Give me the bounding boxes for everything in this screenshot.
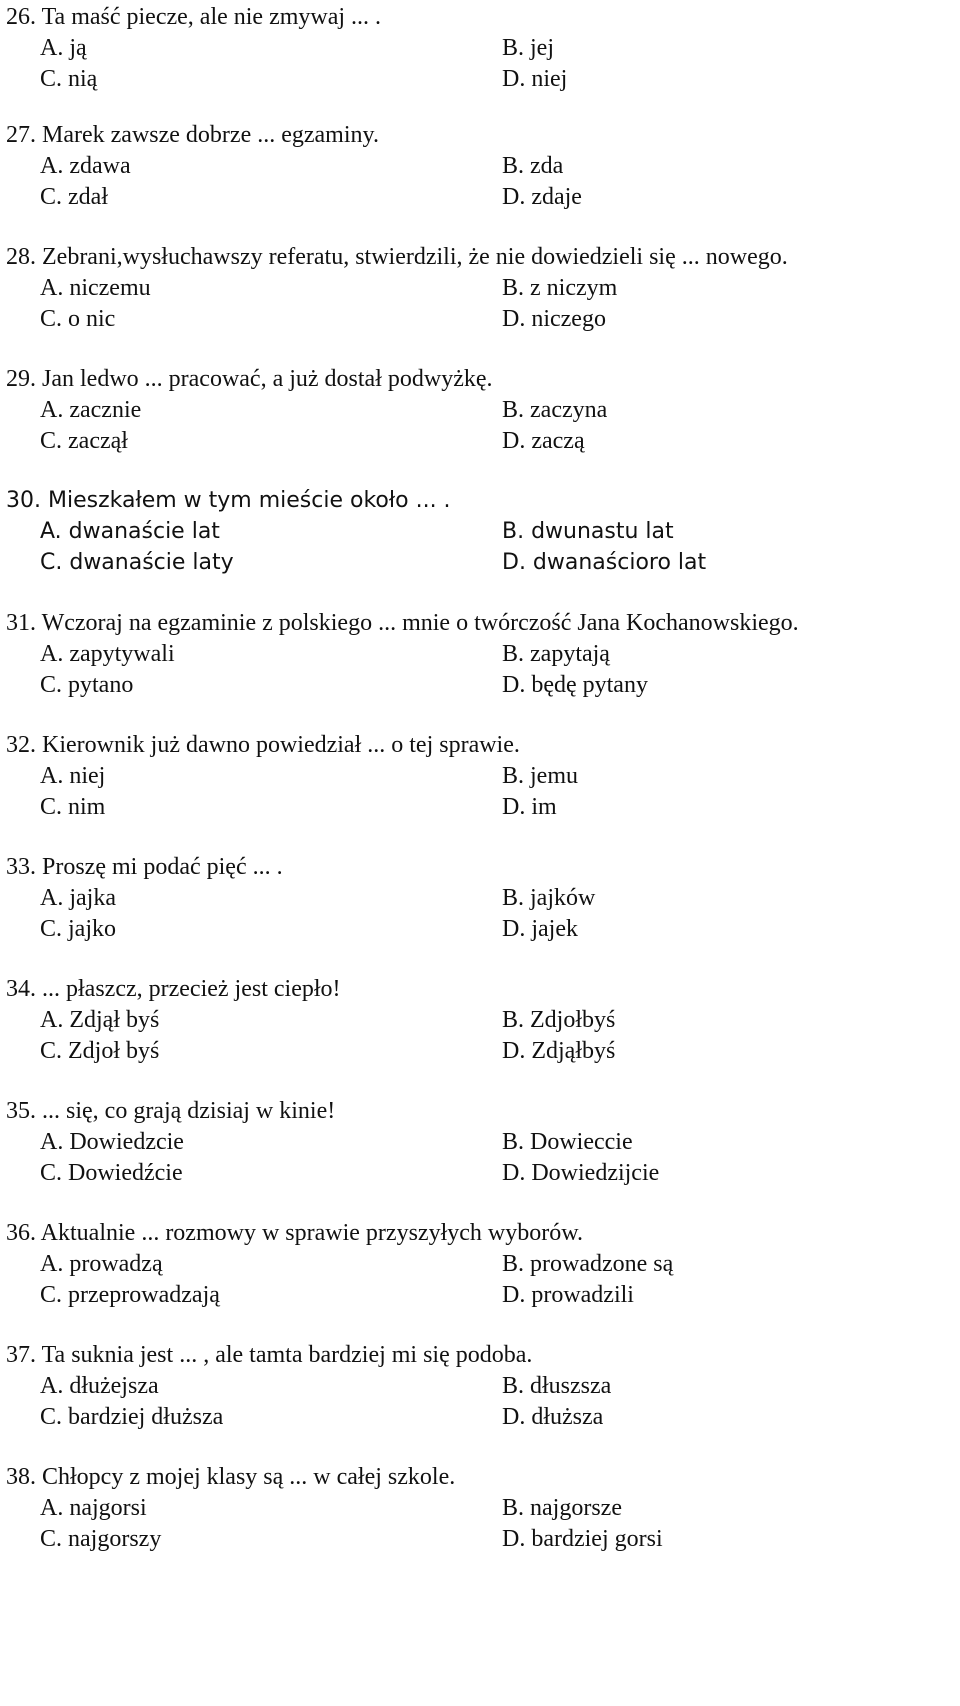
option-a: A. zacznie — [40, 397, 142, 423]
option-c: C. bardziej dłuższa — [40, 1404, 224, 1430]
question-text: 31. Wczoraj na egzaminie z polskiego ... mnie o twórczość Jana Kochanowskiego. — [6, 610, 799, 636]
option-b: B. dwunastu lat — [502, 519, 674, 544]
question-text: 36. Aktualnie ... rozmowy w sprawie przyszyłych wyborów. — [6, 1220, 583, 1246]
question-text: 33. Proszę mi podać pięć ... . — [6, 854, 283, 880]
question-37 — [0, 1340, 960, 1460]
question-text: 27. Marek zawsze dobrze ... egzaminy. — [6, 122, 379, 148]
option-a: A. dwanaście lat — [40, 519, 220, 544]
option-b: B. jajków — [502, 885, 596, 911]
option-d: D. niczego — [502, 306, 606, 332]
option-a: A. Dowiedzcie — [40, 1129, 184, 1155]
option-b: B. z niczym — [502, 275, 618, 301]
question-30 — [0, 486, 960, 606]
question-29 — [0, 364, 960, 484]
option-a: A. ją — [40, 35, 87, 61]
question-text: 29. Jan ledwo ... pracować, a już dostał podwyżkę. — [6, 366, 493, 392]
option-c: C. dwanaście laty — [40, 550, 234, 575]
option-b: B. jemu — [502, 763, 578, 789]
question-text: 30. Mieszkałem w tym mieście około ... . — [6, 488, 451, 513]
option-b: B. zaczyna — [502, 397, 608, 423]
option-d: D. Dowiedzijcie — [502, 1160, 660, 1186]
option-d: D. zdaje — [502, 184, 582, 210]
question-28 — [0, 242, 960, 362]
question-35 — [0, 1096, 960, 1216]
option-c: C. nim — [40, 794, 106, 820]
option-c: C. pytano — [40, 672, 134, 698]
option-b: B. dłuszsza — [502, 1373, 612, 1399]
option-c: C. o nic — [40, 306, 116, 332]
option-d: D. prowadzili — [502, 1282, 634, 1308]
question-26 — [0, 2, 960, 122]
option-b: B. prowadzone są — [502, 1251, 674, 1277]
question-text: 35. ... się, co grają dzisiaj w kinie! — [6, 1098, 336, 1124]
option-a: A. niej — [40, 763, 106, 789]
option-d: D. niej — [502, 66, 568, 92]
option-d: D. im — [502, 794, 557, 820]
option-b: B. Dowieccie — [502, 1129, 633, 1155]
option-d: D. dwanaścioro lat — [502, 550, 707, 575]
option-b: B. jej — [502, 35, 554, 61]
option-c: C. zaczął — [40, 428, 128, 454]
option-b: B. zapytają — [502, 641, 610, 667]
question-text: 26. Ta maść piecze, ale nie zmywaj ... . — [6, 4, 382, 30]
option-d: D. Zdjąłbyś — [502, 1038, 616, 1064]
option-c: C. Dowiedźcie — [40, 1160, 183, 1186]
option-d: D. będę pytany — [502, 672, 648, 698]
question-34 — [0, 974, 960, 1094]
option-a: A. najgorsi — [40, 1495, 147, 1521]
option-a: A. jajka — [40, 885, 116, 911]
option-b: B. Zdjołbyś — [502, 1007, 616, 1033]
option-b: B. zda — [502, 153, 564, 179]
option-c: C. Zdjoł byś — [40, 1038, 160, 1064]
option-c: C. zdał — [40, 184, 108, 210]
option-c: C. przeprowadzają — [40, 1282, 220, 1308]
option-c: C. jajko — [40, 916, 116, 942]
option-d: D. bardziej gorsi — [502, 1526, 663, 1552]
option-b: B. najgorsze — [502, 1495, 622, 1521]
option-d: D. jajek — [502, 916, 578, 942]
question-32 — [0, 730, 960, 850]
option-d: D. zaczą — [502, 428, 585, 454]
question-text: 32. Kierownik już dawno powiedział ... o tej sprawie. — [6, 732, 520, 758]
question-33 — [0, 852, 960, 972]
question-38 — [0, 1462, 960, 1582]
option-d: D. dłuższa — [502, 1404, 604, 1430]
option-a: A. niczemu — [40, 275, 151, 301]
question-text: 38. Chłopcy z mojej klasy są ... w całej szkole. — [6, 1464, 456, 1490]
question-text: 34. ... płaszcz, przecież jest ciepło! — [6, 976, 341, 1002]
option-c: C. nią — [40, 66, 98, 92]
question-27 — [0, 120, 960, 240]
option-a: A. zdawa — [40, 153, 131, 179]
option-c: C. najgorszy — [40, 1526, 162, 1552]
option-a: A. Zdjął byś — [40, 1007, 160, 1033]
question-text: 28. Zebrani,wysłuchawszy referatu, stwierdzili, że nie dowiedzieli się ... nowego. — [6, 244, 788, 270]
option-a: A. zapytywali — [40, 641, 175, 667]
option-a: A. dłużejsza — [40, 1373, 159, 1399]
question-36 — [0, 1218, 960, 1338]
question-31 — [0, 608, 960, 728]
option-a: A. prowadzą — [40, 1251, 163, 1277]
question-text: 37. Ta suknia jest ... , ale tamta bardziej mi się podoba. — [6, 1342, 533, 1368]
